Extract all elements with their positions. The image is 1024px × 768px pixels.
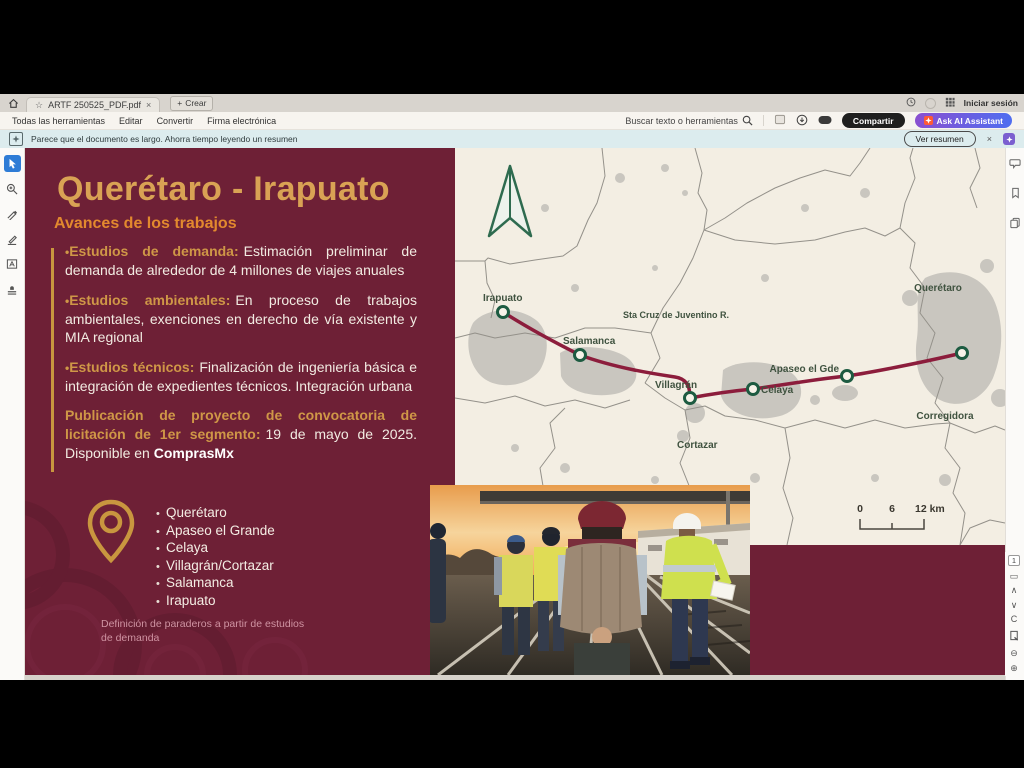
notification-text: Parece que el documento es largo. Ahorra tiempo leyendo un resumen bbox=[31, 134, 298, 144]
download-cloud-icon[interactable] bbox=[796, 114, 808, 128]
tabbar-right bbox=[906, 97, 1018, 109]
left-toolbar bbox=[0, 148, 25, 680]
menu-all-tools[interactable]: Todas las herramientas bbox=[12, 115, 106, 126]
menu-edit[interactable]: Editar bbox=[119, 115, 143, 126]
map-label: Querétaro bbox=[914, 283, 962, 294]
dark-mode-oval-icon[interactable] bbox=[818, 115, 832, 127]
ai-assistant-icon bbox=[924, 116, 933, 125]
bullet-text: Finalización de ingeniería básica e integración de expedientes técnicos. Integración urbana bbox=[65, 358, 417, 394]
page-up-icon[interactable]: ∧ bbox=[1010, 585, 1018, 595]
pdf-slide bbox=[25, 148, 1005, 675]
station-item: • Querétaro bbox=[156, 505, 275, 523]
station-item: • Irapuato bbox=[156, 593, 275, 611]
menu-esign[interactable]: Firma electrónica bbox=[207, 115, 277, 126]
page-down-icon[interactable]: ∨ bbox=[1010, 599, 1018, 610]
highlighter-tool-icon[interactable] bbox=[4, 230, 21, 247]
tab-title: ARTF 250525_PDF.pdf bbox=[48, 100, 141, 110]
document-tab[interactable] bbox=[26, 97, 160, 113]
map-label: Cortazar bbox=[677, 440, 718, 451]
close-tab-icon[interactable]: × bbox=[145, 100, 152, 110]
pen-tool-icon[interactable] bbox=[4, 205, 21, 222]
gold-divider bbox=[51, 248, 54, 472]
slide-bullets bbox=[65, 242, 417, 473]
bullet-tecnicos bbox=[65, 358, 417, 396]
ai-summary-icon bbox=[9, 132, 23, 146]
signin-button[interactable]: Iniciar sesión bbox=[963, 98, 1018, 108]
apps-grid-icon[interactable] bbox=[945, 97, 955, 109]
map-label: Celaya bbox=[761, 385, 794, 396]
zoom-tool-icon[interactable] bbox=[4, 180, 21, 197]
menu-convert[interactable]: Convertir bbox=[156, 115, 194, 126]
ai-notification-bar bbox=[0, 130, 1024, 148]
map-label: Apaseo el Gde bbox=[769, 364, 839, 375]
location-pin-icon bbox=[85, 498, 137, 566]
search-icon bbox=[742, 115, 753, 126]
bullet-text: Estimación preliminar de demanda de alrededor de 4 millones de viajes anuales bbox=[65, 243, 417, 278]
slide-subtitle: Avances de los trabajos bbox=[54, 215, 237, 232]
select-cursor-tool[interactable] bbox=[4, 155, 21, 172]
comments-icon[interactable] bbox=[1009, 156, 1021, 174]
ai-panel-icon[interactable] bbox=[1003, 133, 1015, 145]
document-workspace bbox=[0, 148, 1024, 680]
acrobat-window bbox=[0, 94, 1024, 680]
announcement bbox=[65, 406, 417, 462]
share-button[interactable]: Compartir bbox=[842, 113, 905, 128]
station-item: • Celaya bbox=[156, 540, 275, 558]
map-label: Salamanca bbox=[563, 336, 616, 347]
view-summary-button[interactable]: Ver resumen bbox=[904, 131, 976, 147]
page-navigation bbox=[1005, 552, 1023, 676]
zoom-out-icon[interactable]: ⊖ bbox=[1010, 648, 1018, 658]
station-item: • Salamanca bbox=[156, 575, 275, 593]
bullet-lead: • Estudios técnicos: bbox=[65, 359, 194, 375]
plus-icon: + bbox=[177, 98, 183, 108]
tab-bar bbox=[0, 94, 1024, 112]
notification-dot-icon[interactable] bbox=[925, 98, 936, 109]
map-label: Villagrán bbox=[655, 380, 698, 391]
bullet-demanda bbox=[65, 242, 417, 280]
station-list bbox=[156, 505, 275, 610]
menu-bar bbox=[0, 112, 1024, 130]
fit-width-icon[interactable]: ▭ bbox=[1009, 570, 1019, 581]
bookmarks-icon[interactable] bbox=[1010, 186, 1021, 204]
announcement-bold: ComprasMx bbox=[153, 444, 234, 461]
history-clock-icon[interactable] bbox=[906, 97, 916, 109]
attachments-icon[interactable] bbox=[1009, 216, 1021, 234]
slide-title: Querétaro - Irapuato bbox=[57, 170, 390, 208]
map-label: Sta Cruz de Juventino R. bbox=[623, 310, 730, 320]
bullet-ambientales bbox=[65, 291, 417, 347]
page-display-icon[interactable] bbox=[774, 114, 786, 127]
announcement-lead: Publicación de proyecto de convocatoria de licitación de 1er segmento: bbox=[65, 407, 417, 442]
zoom-in-icon[interactable]: ⊕ bbox=[1010, 662, 1018, 673]
map-label: Irapuato bbox=[483, 293, 523, 304]
close-notification-icon[interactable]: × bbox=[986, 134, 992, 144]
create-button[interactable]: + Crear bbox=[170, 96, 213, 111]
announcement-text: 19 de mayo de 2025. Disponible en bbox=[65, 425, 418, 461]
bullet-text: En proceso de trabajos ambientales, exenciones en derecho de vía existente y MIA regional bbox=[65, 291, 418, 346]
star-icon[interactable]: ☆ bbox=[35, 99, 44, 110]
station-item: • Villagrán/Cortazar bbox=[156, 558, 275, 576]
svg-text:12 km: 12 km bbox=[915, 503, 945, 515]
station-item: • Apaseo el Grande bbox=[156, 523, 275, 541]
rotate-icon[interactable]: C bbox=[1010, 614, 1018, 624]
home-icon[interactable] bbox=[6, 97, 20, 110]
slide-caption: Definición de paraderos a partir de estudios de demanda bbox=[101, 618, 305, 645]
stamp-tool-icon[interactable] bbox=[4, 280, 21, 297]
map-label: Corregidora bbox=[916, 411, 974, 422]
page-number-indicator[interactable]: 1 bbox=[1008, 555, 1019, 566]
add-text-tool-icon[interactable] bbox=[4, 255, 21, 272]
search-input[interactable]: Buscar texto o herramientas bbox=[625, 115, 753, 126]
svg-text:6: 6 bbox=[889, 503, 895, 515]
export-page-icon[interactable] bbox=[1009, 630, 1020, 644]
site-photo bbox=[430, 485, 750, 675]
svg-text:0: 0 bbox=[857, 503, 863, 515]
ask-ai-button[interactable]: Ask AI Assistant bbox=[915, 113, 1012, 128]
bullet-lead: • Estudios ambientales: bbox=[65, 292, 230, 308]
bullet-lead: • Estudios de demanda: bbox=[65, 243, 239, 259]
